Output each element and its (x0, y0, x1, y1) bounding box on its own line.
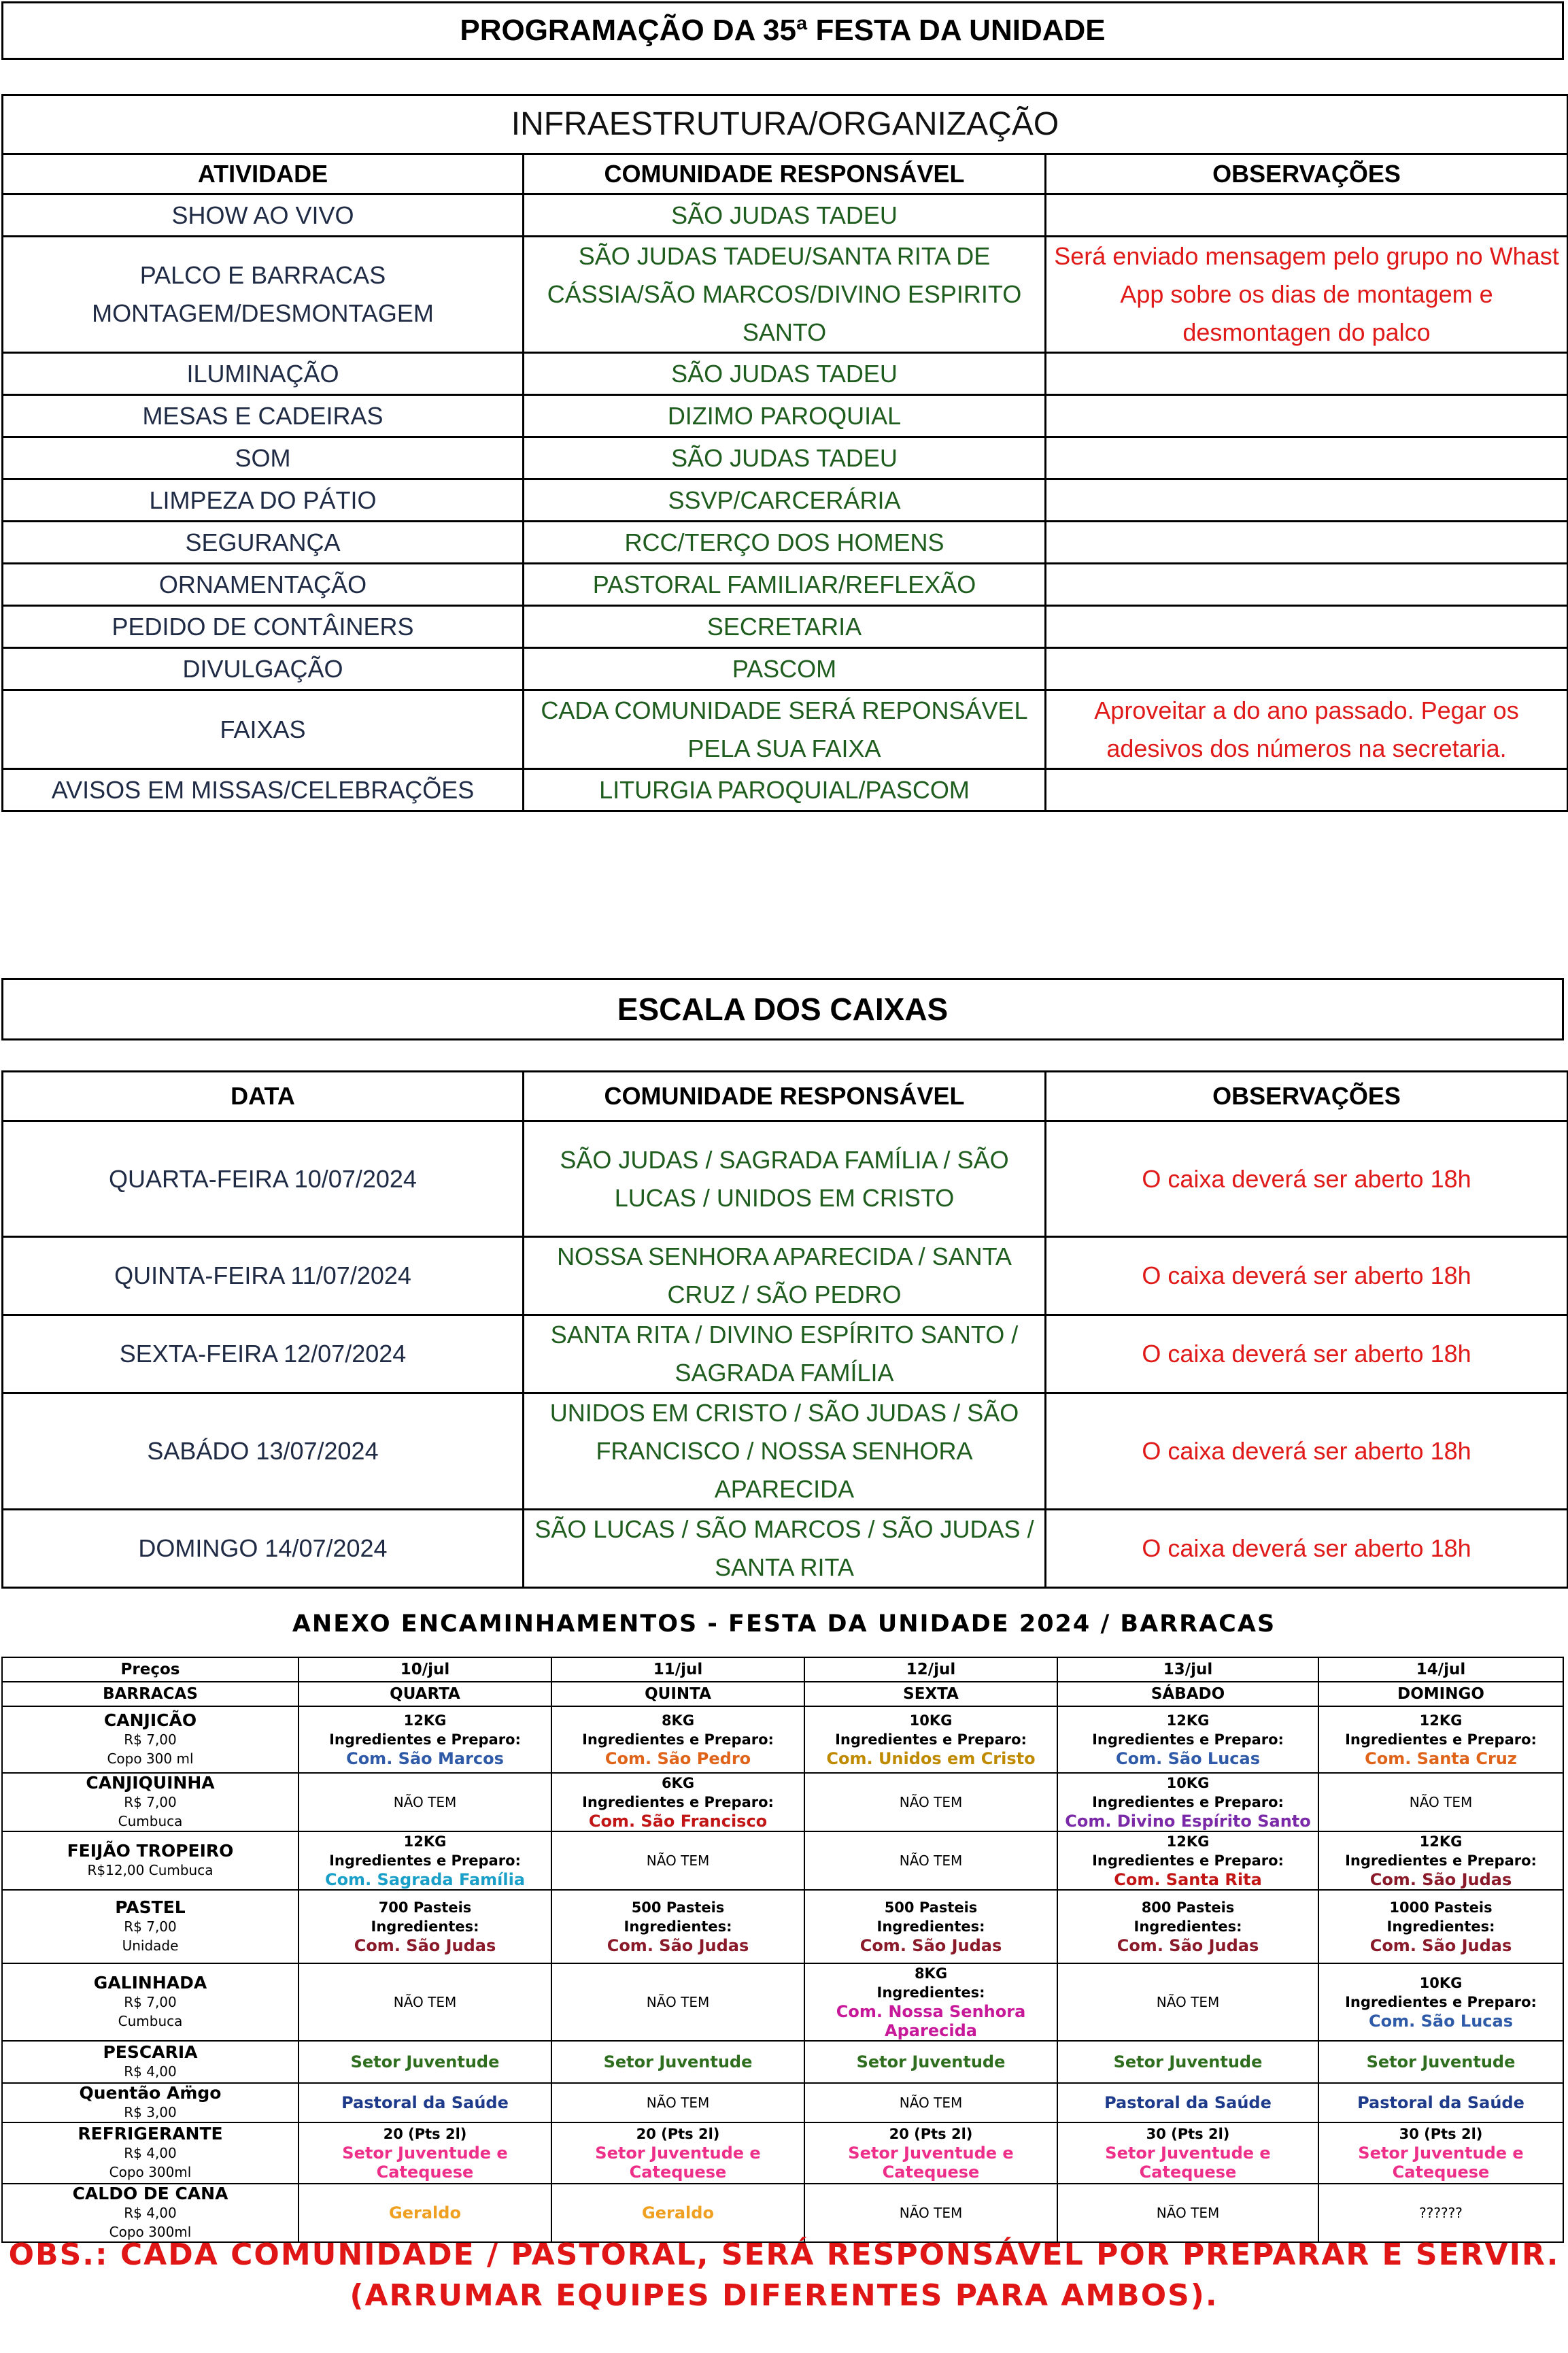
date-cell: DOMINGO 14/07/2024 (3, 1510, 524, 1588)
community-cell: SÃO LUCAS / SÃO MARCOS / SÃO JUDAS / SANTA RITA (524, 1510, 1046, 1588)
table-row (3, 606, 1568, 648)
ingredients-label: Ingredientes: (371, 1918, 479, 1935)
status-text: NÃO TEM (1156, 2205, 1220, 2221)
date-header: 12/jul (804, 1657, 1057, 1682)
schedule-cell (804, 1831, 1057, 1890)
responsible-text: Setor Juventude (1366, 2052, 1516, 2071)
barraca-name: PESCARIA (103, 2042, 198, 2062)
barraca-name: PASTEL (115, 1897, 186, 1917)
barraca-cell (2, 1706, 299, 1773)
community-cell: NOSSA SENHORA APARECIDA / SANTA CRUZ / SÃO PEDRO (524, 1237, 1046, 1315)
schedule-cell (1318, 2041, 1563, 2083)
barraca-name: CALDO DE CANA (72, 2184, 228, 2203)
schedule-cell (1057, 2041, 1318, 2083)
responsible-text: Com. São Judas (859, 1936, 1002, 1955)
observation-cell: O caixa deverá ser aberto 18h (1046, 1510, 1568, 1588)
responsible-text: Pastoral da Saúde (341, 2093, 509, 2112)
table-row (3, 1510, 1568, 1588)
responsible-text: Pastoral da Saúde (1104, 2093, 1272, 2112)
table-row (2, 1706, 1563, 1773)
quantity-text: 30 (Pts 2l) (1146, 2126, 1230, 2142)
ingredients-label: Ingredientes e Preparo: (1345, 1994, 1537, 2010)
date-cell: SEXTA-FEIRA 12/07/2024 (3, 1315, 524, 1393)
observation-cell (1046, 606, 1568, 648)
responsible-text: Setor Juventude (350, 2052, 500, 2071)
activity-cell: SOM (3, 437, 524, 479)
observation-cell (1046, 395, 1568, 437)
observation-cell: O caixa deverá ser aberto 18h (1046, 1237, 1568, 1315)
schedule-cell (804, 1890, 1057, 1963)
observation-cell (1046, 522, 1568, 564)
weekday-header: DOMINGO (1318, 1682, 1563, 1706)
schedule-cell (804, 1706, 1057, 1773)
quantity-text: 30 (Pts 2l) (1399, 2126, 1483, 2142)
quantity-text: 10KG (1419, 1975, 1463, 1991)
responsible-text: Setor Juventude e Catequese (1105, 2144, 1271, 2182)
schedule-cell (1318, 1890, 1563, 1963)
schedule-cell (551, 1890, 804, 1963)
schedule-cell (551, 1773, 804, 1831)
barraca-unit: Cumbuca (118, 2013, 183, 2029)
observation-cell: O caixa deverá ser aberto 18h (1046, 1315, 1568, 1393)
ingredients-label: Ingredientes e Preparo: (329, 1852, 521, 1869)
community-cell: SÃO JUDAS TADEU/SANTA RITA DE CÁSSIA/SÃO MARCOS/DIVINO ESPIRITO SANTO (524, 237, 1046, 353)
column-header: COMUNIDADE RESPONSÁVEL (524, 154, 1046, 194)
weekday-header: QUINTA (551, 1682, 804, 1706)
barraca-unit: Copo 300ml (109, 2164, 192, 2180)
responsible-text: Setor Juventude e Catequese (848, 2144, 1014, 2182)
quantity-text: 12KG (1166, 1712, 1210, 1729)
barraca-cell (2, 2041, 299, 2083)
quantity-text: 12KG (1166, 1833, 1210, 1850)
responsible-text: Com. São Francisco (588, 1812, 768, 1831)
quantity-text: 8KG (661, 1712, 695, 1729)
observation-cell (1046, 769, 1568, 811)
table-row (2, 2184, 1563, 2242)
barraca-name: FEIJÃO TROPEIRO (67, 1841, 234, 1861)
table-row (3, 1121, 1568, 1237)
status-text: NÃO TEM (646, 1994, 710, 2010)
responsible-text: Setor Juventude e Catequese (342, 2144, 508, 2182)
quantity-text: 700 Pasteis (378, 1899, 472, 1916)
table-row (2, 1773, 1563, 1831)
community-cell: RCC/TERÇO DOS HOMENS (524, 522, 1046, 564)
barraca-price: R$ 4,00 (124, 2145, 177, 2161)
activity-cell: ORNAMENTAÇÃO (3, 564, 524, 606)
infra-section-title-row (3, 95, 1568, 154)
activity-cell: DIVULGAÇÃO (3, 648, 524, 690)
infra-header-row (3, 154, 1568, 194)
responsible-text: Com. Nossa Senhora Aparecida (836, 2002, 1026, 2040)
final-note-line1: OBS.: CADA COMUNIDADE / PASTORAL, SERÁ RESPONSÁVEL POR PREPARAR E SERVIR. (8, 2237, 1560, 2272)
infra-table (1, 94, 1568, 812)
date-cell: SABÁDO 13/07/2024 (3, 1393, 524, 1510)
schedule-cell (804, 2083, 1057, 2122)
schedule-cell (551, 2122, 804, 2184)
observation-cell (1046, 437, 1568, 479)
schedule-cell (1318, 2083, 1563, 2122)
responsible-text: Com. São Lucas (1369, 2012, 1513, 2031)
community-cell: PASTORAL FAMILIAR/REFLEXÃO (524, 564, 1046, 606)
observation-cell (1046, 479, 1568, 522)
schedule-cell (1057, 1773, 1318, 1831)
schedule-cell (551, 2083, 804, 2122)
table-row (3, 522, 1568, 564)
observation-cell: Aproveitar a do ano passado. Pegar os adesivos dos números na secretaria. (1046, 690, 1568, 769)
ingredients-label: Ingredientes e Preparo: (1092, 1852, 1284, 1869)
community-cell: SÃO JUDAS TADEU (524, 437, 1046, 479)
barraca-name: CANJIQUINHA (86, 1773, 215, 1793)
column-header: DATA (3, 1072, 524, 1121)
status-text: NÃO TEM (393, 1994, 457, 2010)
barraca-price: R$ 7,00 (124, 1731, 177, 1748)
barraca-unit: Cumbuca (118, 1813, 183, 1829)
quantity-text: 1000 Pasteis (1389, 1899, 1493, 1916)
table-row (3, 353, 1568, 395)
responsible-text: Com. São Judas (354, 1936, 496, 1955)
table-row (3, 479, 1568, 522)
schedule-cell (804, 1963, 1057, 2041)
schedule-cell (1057, 2083, 1318, 2122)
schedule-cell (299, 1890, 551, 1963)
ingredients-label: Ingredientes e Preparo: (1345, 1731, 1537, 1748)
schedule-cell (1318, 2122, 1563, 2184)
schedule-cell (1057, 2122, 1318, 2184)
quantity-text: 20 (Pts 2l) (383, 2126, 467, 2142)
barraca-name: Quentão Am̈go (79, 2083, 222, 2103)
barracas-table (1, 1657, 1564, 2243)
quantity-text: 12KG (403, 1712, 447, 1729)
barraca-unit: Copo 300ml (109, 2224, 192, 2240)
barraca-name: REFRIGERANTE (78, 2124, 223, 2144)
barraca-price: R$12,00 Cumbuca (87, 1862, 214, 1878)
schedule-cell (804, 2184, 1057, 2242)
schedule-cell (299, 2122, 551, 2184)
barraca-cell (2, 1963, 299, 2041)
responsible-text: Com. São Judas (1369, 1936, 1512, 1955)
ingredients-label: Ingredientes: (624, 1918, 732, 1935)
status-text: NÃO TEM (393, 1794, 457, 1810)
ingredients-label: Ingredientes: (876, 1918, 985, 1935)
schedule-cell (1057, 1831, 1318, 1890)
caixas-header-row (3, 1072, 1568, 1121)
quantity-text: 10KG (909, 1712, 953, 1729)
community-cell: SECRETARIA (524, 606, 1046, 648)
date-header: 11/jul (551, 1657, 804, 1682)
table-row (3, 237, 1568, 353)
observation-cell (1046, 194, 1568, 237)
barraca-price: R$ 3,00 (124, 2104, 177, 2120)
activity-cell: ILUMINAÇÃO (3, 353, 524, 395)
responsible-text: Com. São Lucas (1116, 1749, 1260, 1768)
community-cell: SÃO JUDAS TADEU (524, 194, 1046, 237)
ingredients-label: Ingredientes e Preparo: (329, 1731, 521, 1748)
barraca-unit: Copo 300 ml (107, 1750, 194, 1767)
barraca-cell (2, 2083, 299, 2122)
barraca-name: CANJICÃO (103, 1710, 197, 1730)
schedule-cell (1318, 1706, 1563, 1773)
schedule-cell (551, 1831, 804, 1890)
activity-cell: MESAS E CADEIRAS (3, 395, 524, 437)
barraca-price: R$ 4,00 (124, 2205, 177, 2221)
activity-cell: PALCO E BARRACAS MONTAGEM/DESMONTAGEM (3, 237, 524, 353)
schedule-cell (299, 2083, 551, 2122)
schedule-cell (804, 1773, 1057, 1831)
status-text: ?????? (1419, 2205, 1463, 2221)
table-row (2, 1963, 1563, 2041)
schedule-cell (551, 2041, 804, 2083)
community-cell: SÃO JUDAS TADEU (524, 353, 1046, 395)
schedule-cell (804, 2041, 1057, 2083)
ingredients-label: Ingredientes e Preparo: (582, 1794, 774, 1810)
barracas-header: BARRACAS (2, 1682, 299, 1706)
status-text: NÃO TEM (646, 2095, 710, 2111)
schedule-cell (1318, 1963, 1563, 2041)
column-header: OBSERVAÇÕES (1046, 1072, 1568, 1121)
quantity-text: 500 Pasteis (631, 1899, 725, 1916)
community-cell: SANTA RITA / DIVINO ESPÍRITO SANTO / SAGRADA FAMÍLIA (524, 1315, 1046, 1393)
schedule-cell (1057, 1706, 1318, 1773)
weekday-header: SEXTA (804, 1682, 1057, 1706)
responsible-text: Com. Unidos em Cristo (826, 1749, 1036, 1768)
schedule-cell (1057, 1963, 1318, 2041)
barraca-cell (2, 1890, 299, 1963)
activity-cell: SEGURANÇA (3, 522, 524, 564)
barraca-price: R$ 7,00 (124, 1918, 177, 1935)
quantity-text: 800 Pasteis (1141, 1899, 1235, 1916)
community-cell: LITURGIA PAROQUIAL/PASCOM (524, 769, 1046, 811)
responsible-text: Setor Juventude e Catequese (595, 2144, 761, 2182)
barraca-unit: Unidade (122, 1937, 179, 1954)
ingredients-label: Ingredientes: (876, 1984, 985, 2001)
status-text: NÃO TEM (899, 2095, 963, 2111)
schedule-cell (299, 1706, 551, 1773)
final-note (0, 2235, 1568, 2316)
community-cell: SSVP/CARCERÁRIA (524, 479, 1046, 522)
observation-cell: Será enviado mensagem pelo grupo no Whast App sobre os dias de montagem e desmontagen do palco (1046, 237, 1568, 353)
status-text: NÃO TEM (899, 2205, 963, 2221)
schedule-cell (299, 1773, 551, 1831)
schedule-cell (299, 1831, 551, 1890)
responsible-text: Setor Juventude (856, 2052, 1006, 2071)
responsible-text: Com. São Pedro (604, 1749, 751, 1768)
date-header: 14/jul (1318, 1657, 1563, 1682)
responsible-text: Com. São Judas (1117, 1936, 1259, 1955)
schedule-cell (551, 1706, 804, 1773)
precos-header: Preços (2, 1657, 299, 1682)
date-cell: QUINTA-FEIRA 11/07/2024 (3, 1237, 524, 1315)
responsible-text: Setor Juventude (1113, 2052, 1263, 2071)
schedule-cell (551, 1963, 804, 2041)
barraca-price: R$ 7,00 (124, 1994, 177, 2010)
table-row (3, 1237, 1568, 1315)
weekday-header: QUARTA (299, 1682, 551, 1706)
table-row (3, 769, 1568, 811)
ingredients-label: Ingredientes: (1386, 1918, 1495, 1935)
table-row (3, 395, 1568, 437)
responsible-text: Com. São Judas (607, 1936, 749, 1955)
barraca-cell (2, 2122, 299, 2184)
status-text: NÃO TEM (1156, 1994, 1220, 2010)
table-row (2, 2122, 1563, 2184)
barraca-price: R$ 4,00 (124, 2063, 177, 2080)
responsible-text: Com. Sagrada Família (324, 1870, 526, 1889)
column-header: COMUNIDADE RESPONSÁVEL (524, 1072, 1046, 1121)
quantity-text: 6KG (661, 1775, 695, 1791)
schedule-cell (1057, 1890, 1318, 1963)
weekday-header: SÁBADO (1057, 1682, 1318, 1706)
caixas-section-title: ESCALA DOS CAIXAS (1, 978, 1564, 1040)
table-row (3, 1315, 1568, 1393)
responsible-text: Setor Juventude e Catequese (1358, 2144, 1524, 2182)
observation-cell (1046, 648, 1568, 690)
schedule-cell (1057, 2184, 1318, 2242)
schedule-cell (299, 2041, 551, 2083)
barraca-cell (2, 2184, 299, 2242)
activity-cell: FAIXAS (3, 690, 524, 769)
ingredients-label: Ingredientes e Preparo: (1092, 1731, 1284, 1748)
quantity-text: 500 Pasteis (884, 1899, 978, 1916)
activity-cell: AVISOS EM MISSAS/CELEBRAÇÕES (3, 769, 524, 811)
date-header: 10/jul (299, 1657, 551, 1682)
ingredients-label: Ingredientes e Preparo: (582, 1731, 774, 1748)
community-cell: PASCOM (524, 648, 1046, 690)
schedule-cell (299, 2184, 551, 2242)
date-cell: QUARTA-FEIRA 10/07/2024 (3, 1121, 524, 1237)
activity-cell: LIMPEZA DO PÁTIO (3, 479, 524, 522)
status-text: NÃO TEM (899, 1794, 963, 1810)
barraca-name: GALINHADA (93, 1973, 207, 1993)
ingredients-label: Ingredientes: (1134, 1918, 1242, 1935)
barraca-price: R$ 7,00 (124, 1794, 177, 1810)
status-text: NÃO TEM (899, 1852, 963, 1869)
responsible-text: Com. Santa Cruz (1365, 1749, 1517, 1768)
column-header: OBSERVAÇÕES (1046, 154, 1568, 194)
observation-cell (1046, 564, 1568, 606)
ingredients-label: Ingredientes e Preparo: (1092, 1794, 1284, 1810)
anexo-title: ANEXO ENCAMINHAMENTOS - FESTA DA UNIDADE 2024 / BARRACAS (292, 1610, 1276, 1638)
barraca-cell (2, 1773, 299, 1831)
barracas-weekday-row (2, 1682, 1563, 1706)
quantity-text: 12KG (403, 1833, 447, 1850)
quantity-text: 20 (Pts 2l) (636, 2126, 720, 2142)
table-row (3, 194, 1568, 237)
community-cell: CADA COMUNIDADE SERÁ REPONSÁVEL PELA SUA FAIXA (524, 690, 1046, 769)
quantity-text: 12KG (1419, 1712, 1463, 1729)
quantity-text: 10KG (1166, 1775, 1210, 1791)
status-text: NÃO TEM (646, 1852, 710, 1869)
table-row (2, 2083, 1563, 2122)
observation-cell: O caixa deverá ser aberto 18h (1046, 1121, 1568, 1237)
observation-cell (1046, 353, 1568, 395)
responsible-text: Geraldo (642, 2203, 714, 2222)
status-text: NÃO TEM (1409, 1794, 1473, 1810)
infra-section-title: INFRAESTRUTURA/ORGANIZAÇÃO (3, 95, 1568, 154)
schedule-cell (299, 1963, 551, 2041)
table-row (3, 437, 1568, 479)
table-row (2, 1831, 1563, 1890)
final-note-line2: (ARRUMAR EQUIPES DIFERENTES PARA AMBOS). (350, 2278, 1218, 2313)
ingredients-label: Ingredientes e Preparo: (835, 1731, 1027, 1748)
table-row (3, 564, 1568, 606)
schedule-cell (1318, 1831, 1563, 1890)
table-row (2, 2041, 1563, 2083)
responsible-text: Pastoral da Saúde (1357, 2093, 1524, 2112)
responsible-text: Com. Divino Espírito Santo (1065, 1812, 1311, 1831)
ingredients-label: Ingredientes e Preparo: (1345, 1852, 1537, 1869)
schedule-cell (1318, 1773, 1563, 1831)
responsible-text: Com. Santa Rita (1114, 1870, 1262, 1889)
quantity-text: 8KG (914, 1965, 948, 1982)
responsible-text: Setor Juventude (603, 2052, 753, 2071)
table-row (3, 1393, 1568, 1510)
quantity-text: 20 (Pts 2l) (889, 2126, 973, 2142)
schedule-cell (551, 2184, 804, 2242)
page-title: PROGRAMAÇÃO DA 35ª FESTA DA UNIDADE (1, 1, 1564, 60)
barracas-date-row (2, 1657, 1563, 1682)
schedule-cell (1318, 2184, 1563, 2242)
table-row (3, 648, 1568, 690)
community-cell: UNIDOS EM CRISTO / SÃO JUDAS / SÃO FRANCISCO / NOSSA SENHORA APARECIDA (524, 1393, 1046, 1510)
community-cell: DIZIMO PAROQUIAL (524, 395, 1046, 437)
responsible-text: Geraldo (389, 2203, 461, 2222)
quantity-text: 12KG (1419, 1833, 1463, 1850)
community-cell: SÃO JUDAS / SAGRADA FAMÍLIA / SÃO LUCAS / UNIDOS EM CRISTO (524, 1121, 1046, 1237)
date-header: 13/jul (1057, 1657, 1318, 1682)
activity-cell: SHOW AO VIVO (3, 194, 524, 237)
table-row (3, 690, 1568, 769)
barraca-cell (2, 1831, 299, 1890)
activity-cell: PEDIDO DE CONTÂINERS (3, 606, 524, 648)
responsible-text: Com. São Judas (1369, 1870, 1512, 1889)
table-row (2, 1890, 1563, 1963)
caixas-table (1, 1070, 1568, 1589)
responsible-text: Com. São Marcos (346, 1749, 504, 1768)
schedule-cell (804, 2122, 1057, 2184)
observation-cell: O caixa deverá ser aberto 18h (1046, 1393, 1568, 1510)
column-header: ATIVIDADE (3, 154, 524, 194)
